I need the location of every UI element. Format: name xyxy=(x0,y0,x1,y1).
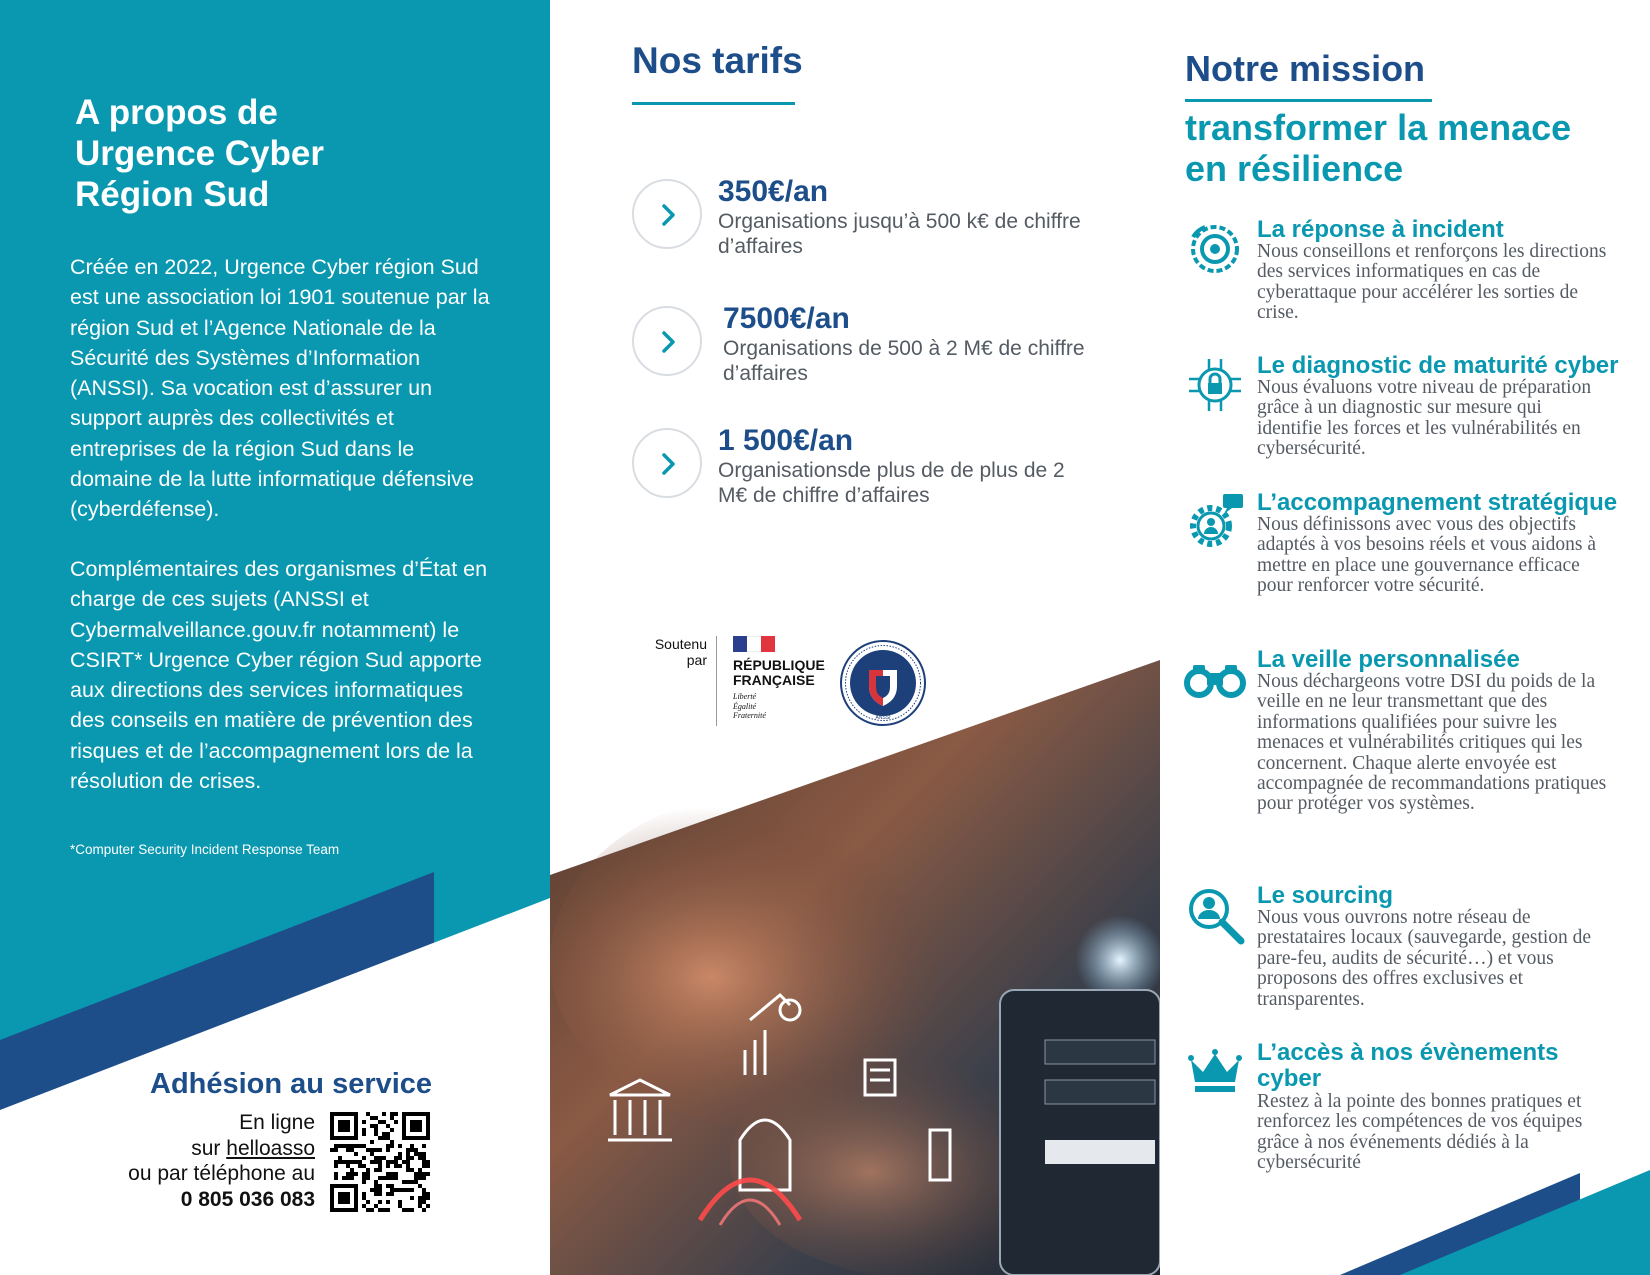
tarif-description: Organisations de 500 à 2 M€ de chiffre d’affaires xyxy=(723,337,1085,385)
keyboard-hands-illustration xyxy=(550,657,1160,1275)
chevron-right-icon xyxy=(655,202,681,228)
binoculars-icon xyxy=(1183,647,1247,711)
tarif-description: Organisations jusqu’à 500 k€ de chiffre d’affaires xyxy=(718,210,1081,258)
mission-item-title: La veille personnalisée xyxy=(1257,646,1520,673)
tarif-description: Organisationsde plus de de plus de 2 M€ de chiffre d’affaires xyxy=(718,459,1065,507)
mission-subtitle: transformer la menace en résilience xyxy=(1185,107,1572,189)
chevron-right-icon xyxy=(655,451,681,477)
adhesion-line-prefix: sur xyxy=(191,1136,227,1160)
rf-name-line2: FRANÇAISE xyxy=(733,672,815,688)
mission-item-body: Nous définissons avec vous des objectifs adaptés à vos besoins réels et vous aidons à mettre en place une gouvernance efficace pour renforcer votre sécurité. xyxy=(1257,514,1597,597)
mission-item-body: Nous déchargeons votre DSI du poids de la veille en ne leur transmettant que des informations qualifiées pour suivre les menaces et vulnérabilités critiques qui les concernent. Chaque alerte envoyée est accompagnée de recommandations pratiques pour protéger vos systèmes. xyxy=(1257,671,1607,815)
chevron-right-icon xyxy=(655,329,681,355)
tarif-price: 350€/an xyxy=(718,175,829,208)
mission-title: Notre mission xyxy=(1185,48,1426,89)
lock-chip-icon xyxy=(1183,353,1247,417)
adhesion-line-online: En ligne xyxy=(239,1111,315,1134)
qr-code[interactable] xyxy=(330,1112,430,1212)
tarif-price: 7500€/an xyxy=(723,302,850,335)
tarif-chevron-button[interactable] xyxy=(632,428,702,498)
mission-item-body: Restez à la pointe des bonnes pratiques et renforcez les compétences de vos équipes grâce à nos événements dédiés à la cybersécurité xyxy=(1257,1091,1583,1174)
rf-name-line1: RÉPUBLIQUE xyxy=(733,657,825,673)
crown-icon xyxy=(1183,1040,1247,1104)
footnote: *Computer Security Incident Response Team xyxy=(70,842,340,857)
about-panel xyxy=(0,0,550,1275)
tarif-chevron-button[interactable] xyxy=(632,306,702,376)
adhesion-title: Adhésion au service xyxy=(150,1068,433,1100)
mission-item-title: L’accompagnement stratégique xyxy=(1257,489,1618,516)
tarif-chevron-button[interactable] xyxy=(632,179,702,249)
tarifs-title-underline xyxy=(632,102,795,105)
tarifs-title: Nos tarifs xyxy=(632,40,803,81)
mission-item-title: L’accès à nos évènements cyber xyxy=(1257,1039,1559,1092)
mission-item-body: Nous vous ouvrons notre réseau de prestataires locaux (sauvegarde, gestion de pare-feu, audits de sécurité…) et vous proposons des offres exclusives et transparentes. xyxy=(1257,907,1592,1010)
helloasso-link[interactable]: helloasso xyxy=(226,1136,315,1160)
adhesion-info xyxy=(128,1110,315,1212)
support-label: Soutenu par xyxy=(654,636,707,668)
mission-item-body: Nous conseillons et renforçons les directions des services informatiques en cas de cyberattaque pour accélérer les sorties de crise. xyxy=(1257,241,1607,324)
adhesion-line-phone-label: ou par téléphone au xyxy=(128,1162,315,1185)
rf-motto: Liberté Égalité Fraternité xyxy=(733,692,766,720)
tarif-price: 1 500€/an xyxy=(718,424,854,457)
about-paragraph-1: Créée en 2022, Urgence Cyber région Sud est une association loi 1901 soutenue par la région Sud et l’Agence Nationale de la Sécurité des Systèmes d’Information (ANSSI). Sa vocation est d’assurer un support auprès des collectivités et entreprises de la région Sud dans le domaine de la lutte informatique défensive (cyberdéfense). xyxy=(70,255,490,522)
mission-item-title: Le sourcing xyxy=(1257,882,1394,909)
about-paragraph-2: Complémentaires des organismes d’État en charge de ces sujets (ANSSI et Cybermalveillance.gouv.fr notamment) le CSIRT* Urgence Cyber région Sud apporte aux directions des services informatiques des conseils en matière de prévention des risques et de l’accompagnement lors de la résolution de crises. xyxy=(70,557,488,794)
svg-text:ANSSI: ANSSI xyxy=(875,715,891,721)
mission-item-title: Le diagnostic de maturité cyber xyxy=(1257,352,1619,379)
right-panel-decoration xyxy=(1340,1160,1650,1275)
user-search-icon xyxy=(1183,883,1247,947)
french-flag-icon xyxy=(733,636,775,652)
mission-title-underline xyxy=(1185,99,1432,102)
mission-item-title: La réponse à incident xyxy=(1257,216,1504,243)
phone-number[interactable]: 0 805 036 083 xyxy=(180,1187,315,1211)
mission-item-body: Nous évaluons votre niveau de préparation grâce à un diagnostic sur mesure qui identifie les forces et les vulnérabilités en cybersécurité. xyxy=(1257,377,1592,460)
about-title: A propos de Urgence Cyber Région Sud xyxy=(75,93,324,214)
gear-user-icon xyxy=(1183,490,1247,554)
incident-response-icon xyxy=(1183,217,1247,281)
